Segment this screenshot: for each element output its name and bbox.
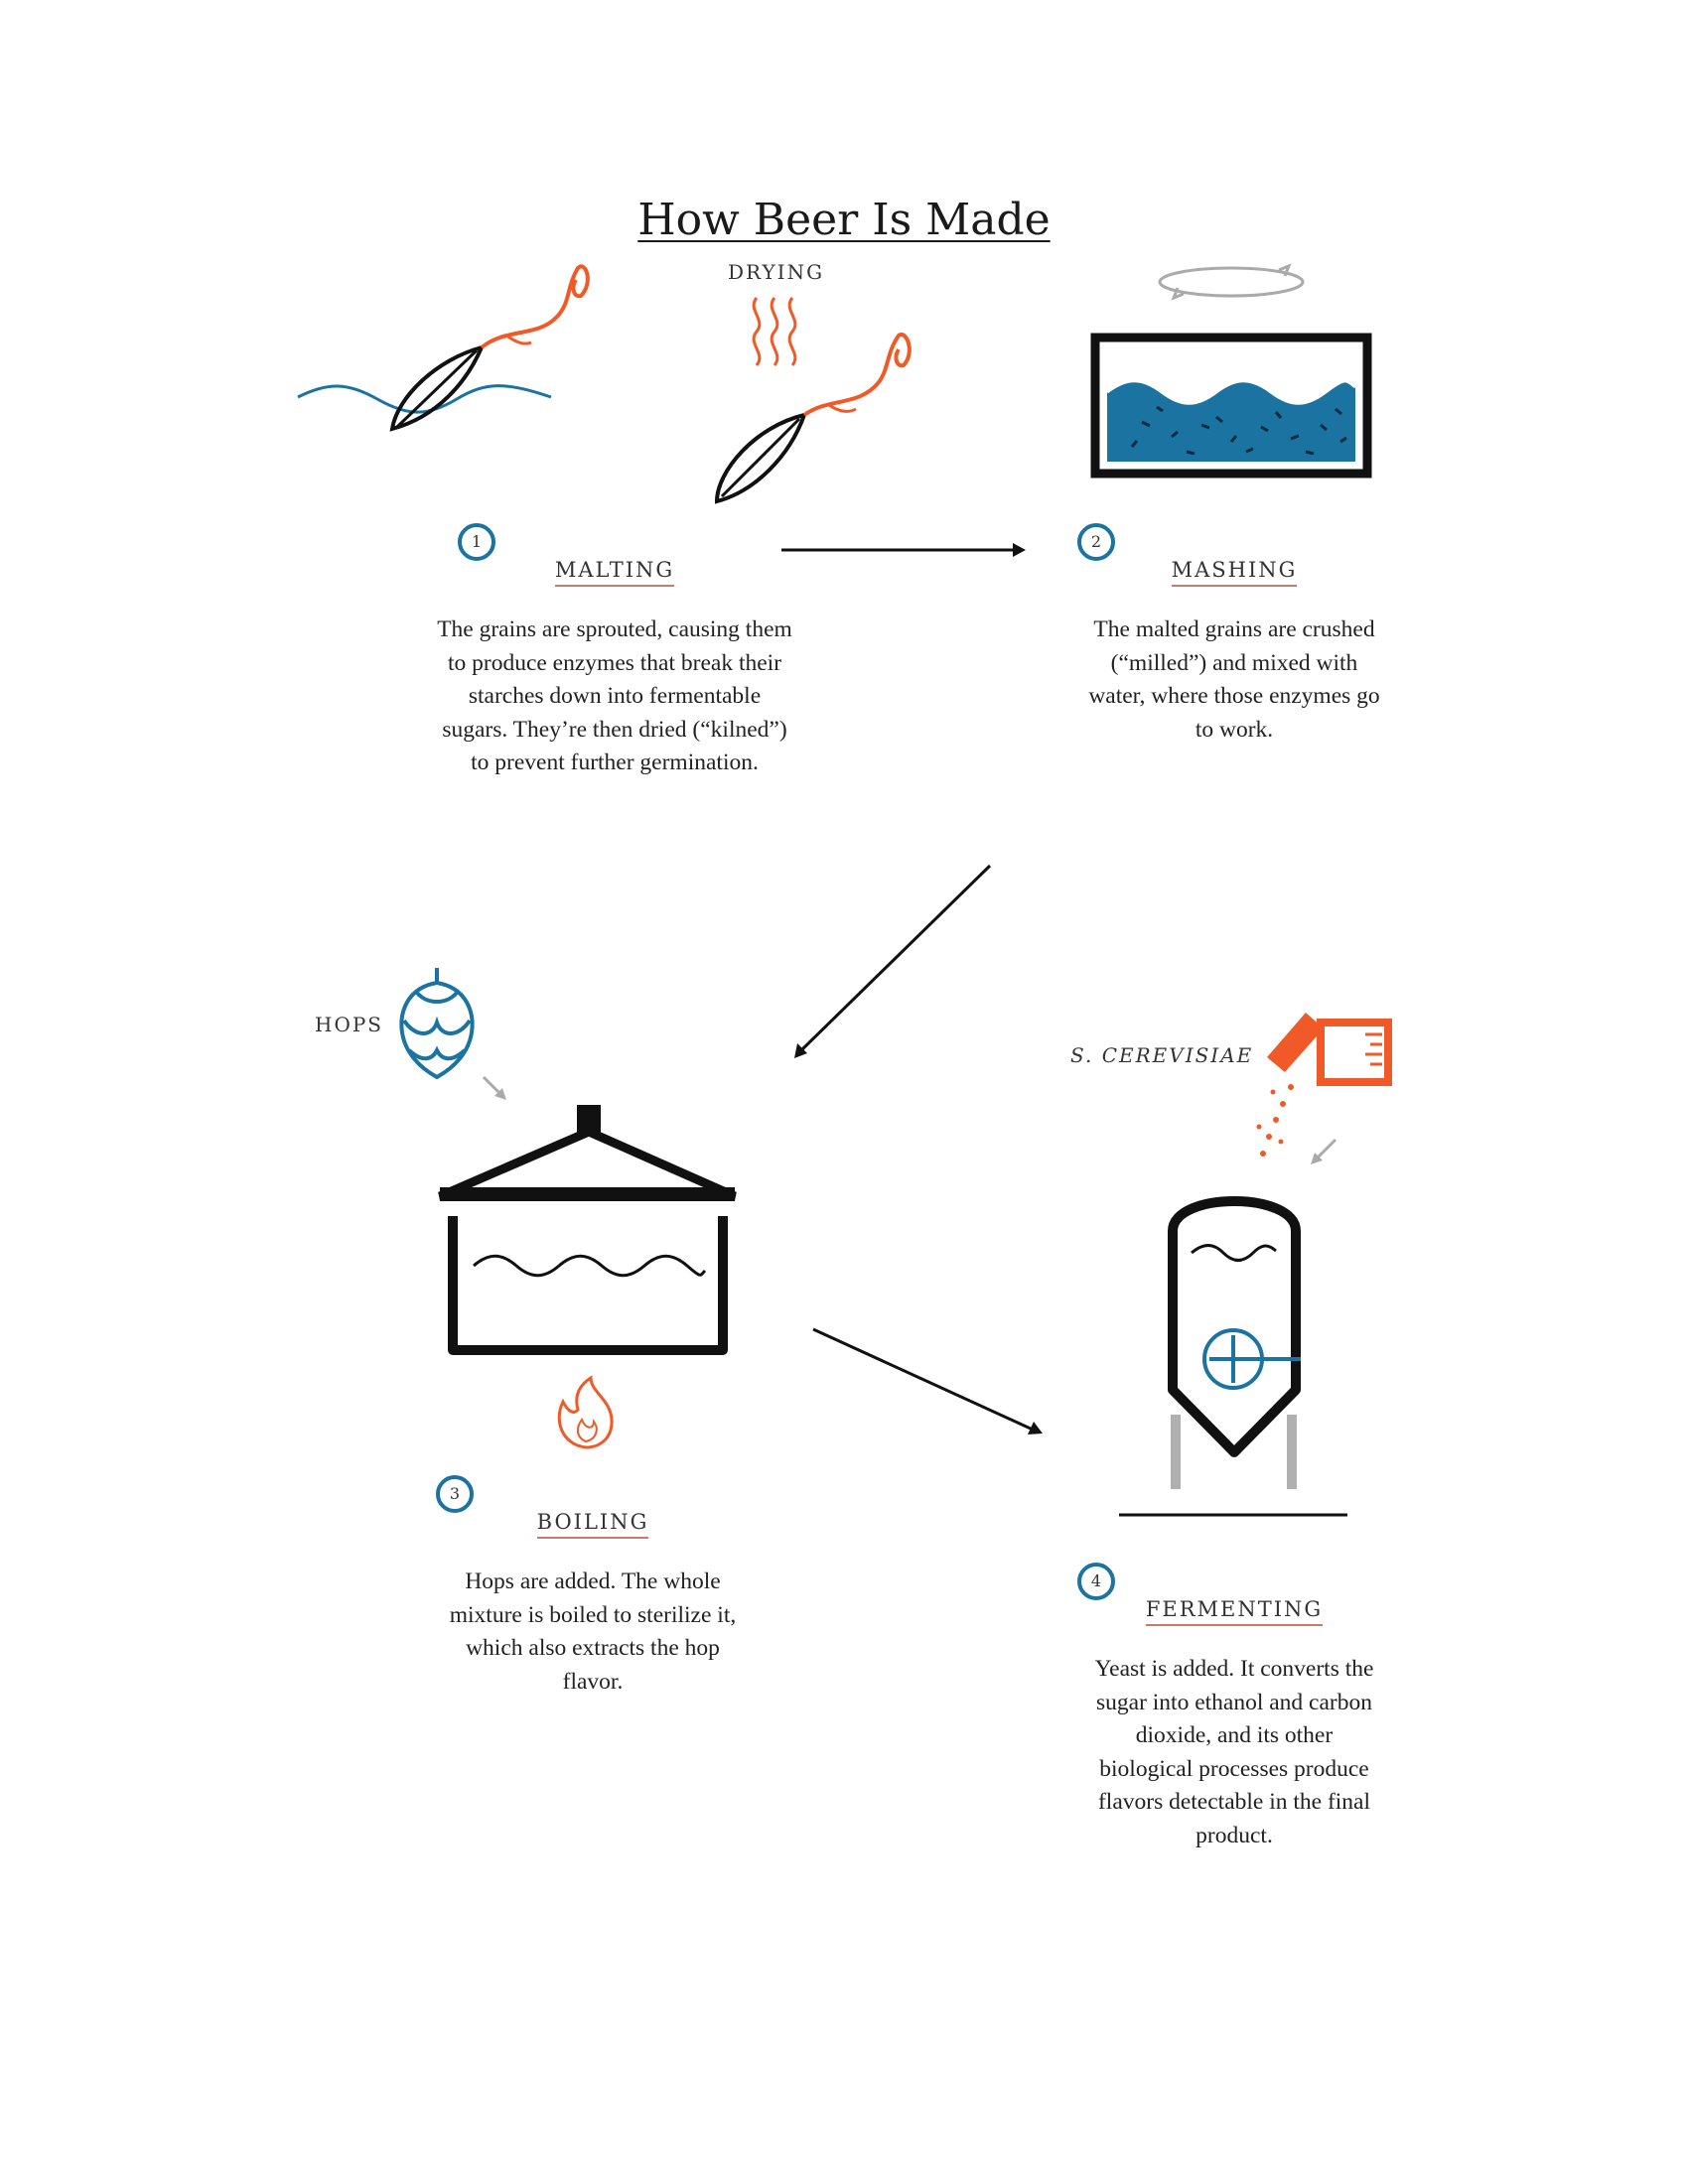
drying-label: DRYING xyxy=(728,260,825,284)
step-number-badge: 1 xyxy=(458,523,495,561)
yeast-container-icon xyxy=(1257,1013,1389,1157)
arrow-boiling-to-fermenting xyxy=(813,1329,1043,1434)
step-number-badge: 4 xyxy=(1077,1563,1115,1600)
yeast-drop-arrow xyxy=(1311,1140,1336,1164)
page-title: How Beer Is Made xyxy=(637,195,1051,245)
hops-drop-arrow xyxy=(484,1077,506,1100)
fermenter-icon xyxy=(1119,1201,1347,1515)
step-description-malting: The grains are sprouted, causing them to produce enzymes that break their starches down into fermentable sugars. They’re then dried (“kilned”) to prevent further germination. xyxy=(437,616,792,775)
flame-icon xyxy=(559,1378,612,1447)
heat-waves-icon xyxy=(754,298,795,365)
step-number-badge: 3 xyxy=(436,1475,474,1513)
arrow-mashing-to-boiling xyxy=(794,866,990,1058)
step-title-mashing: MASHING xyxy=(1105,558,1363,582)
step-description-mashing: The malted grains are crushed (“milled”) and mixed with water, where those enzymes go to work. xyxy=(1088,616,1380,743)
step-title-malting: MALTING xyxy=(486,558,744,582)
dried-seed-icon xyxy=(717,335,910,501)
step-title-boiling: BOILING xyxy=(464,1510,722,1534)
arrow-malting-to-mashing xyxy=(781,543,1026,557)
mash-tank-icon xyxy=(1095,266,1367,474)
yeast-label: S. CEREVISIAE xyxy=(1070,1043,1254,1067)
step-number-badge: 2 xyxy=(1077,523,1115,561)
step-title-fermenting: FERMENTING xyxy=(1105,1597,1363,1621)
step-description-fermenting: Yeast is added. It converts the sugar into ethanol and carbon dioxide, and its other biological processes produce flavors detectable in the final product. xyxy=(1094,1656,1374,1848)
sprouting-seed-icon xyxy=(298,266,588,429)
boil-kettle-icon xyxy=(440,1105,735,1350)
step-description-boiling: Hops are added. The whole mixture is boiled to sterilize it, which also extracts the hop flavor. xyxy=(449,1569,737,1695)
hops-label: HOPS xyxy=(315,1013,383,1036)
hops-icon xyxy=(401,968,472,1077)
